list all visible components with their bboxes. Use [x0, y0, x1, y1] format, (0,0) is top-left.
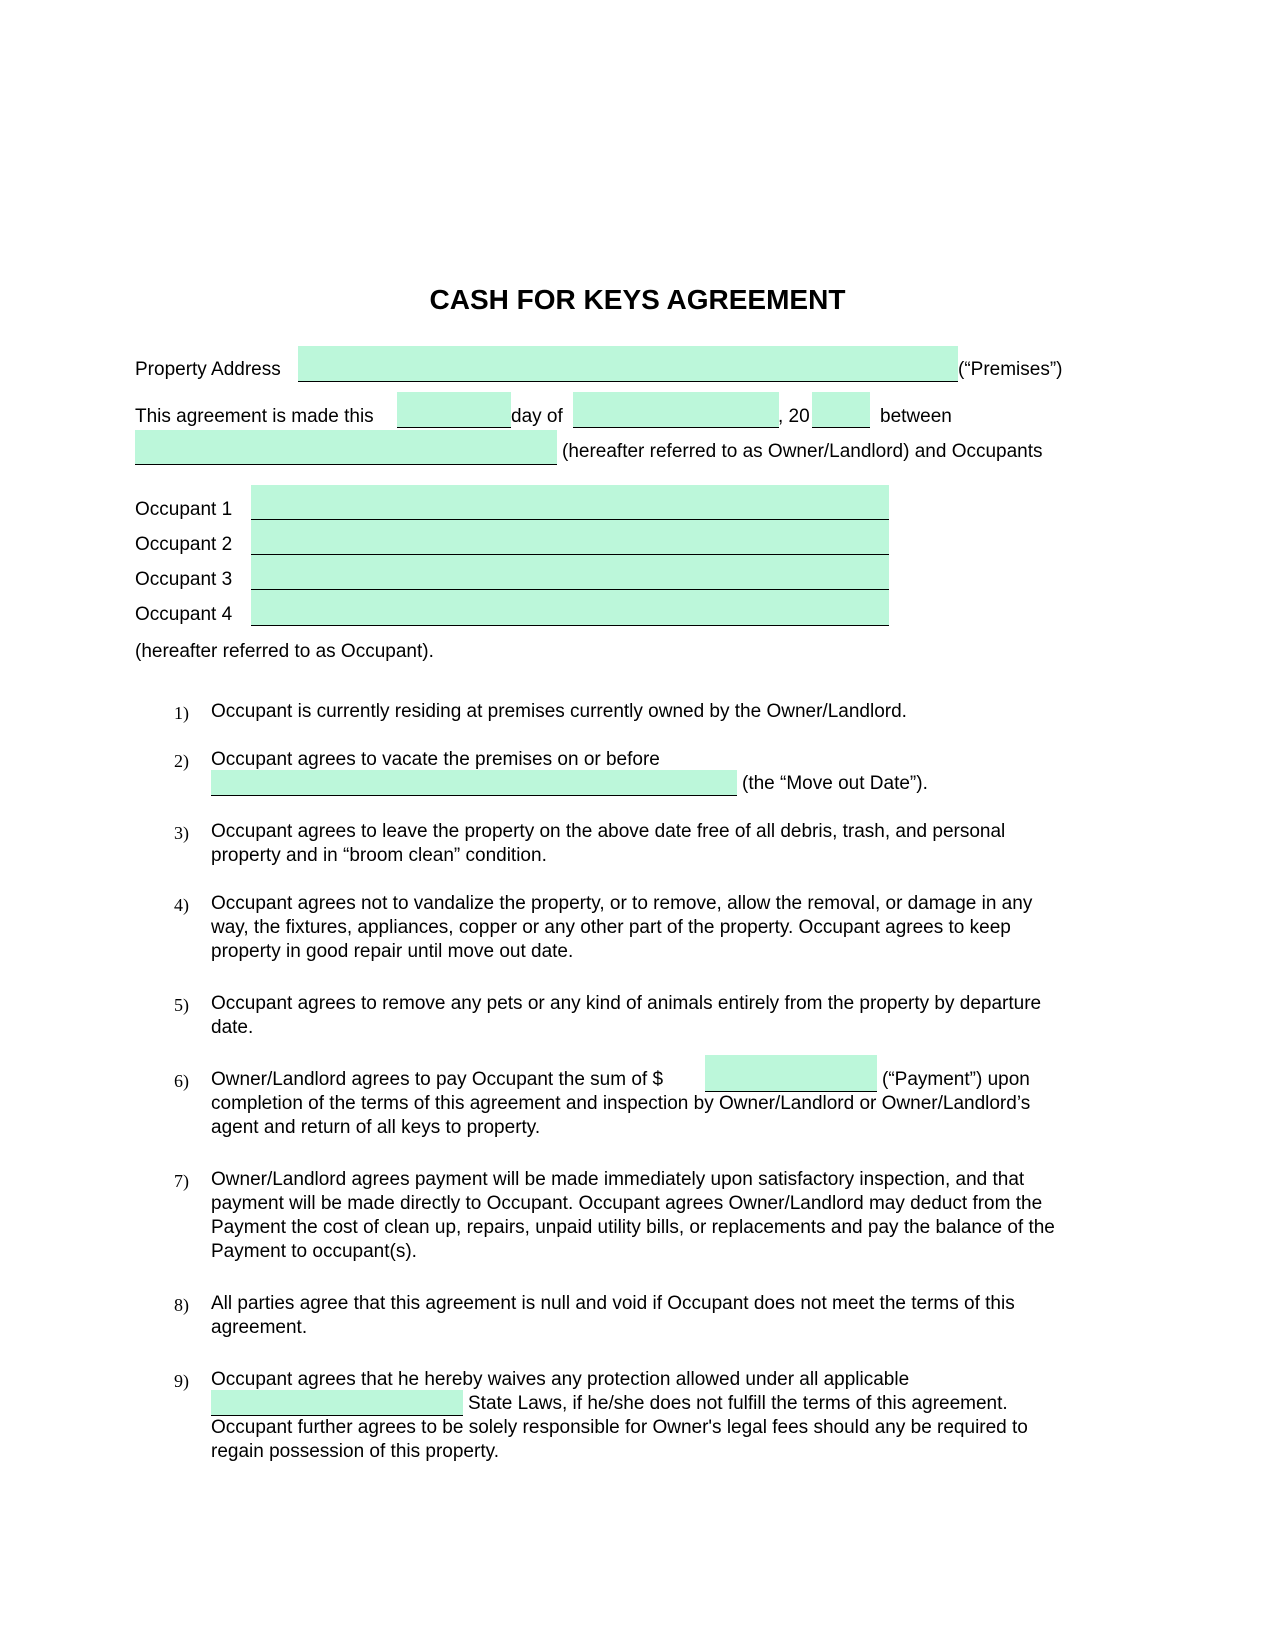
clause-7-line: payment will be made directly to Occupant. Occupant agrees Owner/Landlord may deduct from the	[211, 1193, 1043, 1214]
occupant-4-field[interactable]	[251, 590, 889, 626]
year-prefix: , 20	[778, 406, 810, 427]
payment-amount-field[interactable]	[705, 1055, 877, 1092]
occupant-2-label: Occupant 2	[135, 534, 233, 555]
clause-5-line: date.	[211, 1017, 254, 1038]
property-address-field[interactable]	[298, 346, 958, 382]
month-field[interactable]	[573, 392, 779, 428]
clause-2-suffix: (the “Move out Date”).	[742, 773, 928, 794]
occupant-3-label: Occupant 3	[135, 569, 233, 590]
premises-suffix: (“Premises”)	[958, 359, 1063, 380]
clause-number: 5)	[174, 995, 189, 1015]
document-title: CASH FOR KEYS AGREEMENT	[429, 284, 846, 315]
clause-9-line: regain possession of this property.	[211, 1441, 499, 1462]
occupant-3-field[interactable]	[251, 555, 889, 590]
clause-3-line: Occupant agrees to leave the property on the above date free of all debris, trash, and personal	[211, 821, 1006, 842]
clause-number: 7)	[174, 1171, 189, 1191]
clause-7-line: Payment to occupant(s).	[211, 1241, 417, 1262]
clause-3-line: property and in “broom clean” condition.	[211, 845, 547, 866]
occupant-1-label: Occupant 1	[135, 499, 233, 520]
clause-number: 6)	[174, 1071, 189, 1091]
clause-number: 4)	[174, 895, 189, 915]
clause-6-text: Owner/Landlord agrees to pay Occupant the sum of $	[211, 1069, 664, 1090]
between-label: between	[880, 406, 952, 427]
clause-number: 8)	[174, 1295, 189, 1315]
day-of-label: day of	[511, 406, 563, 427]
state-field[interactable]	[211, 1390, 463, 1416]
clause-6-suffix: (“Payment”) upon	[882, 1069, 1030, 1090]
clause-4-line: property in good repair until move out date.	[211, 941, 574, 962]
clause-9-line: Occupant agrees that he hereby waives any protection allowed under all applicable	[211, 1369, 910, 1390]
clause-number: 3)	[174, 823, 189, 843]
clause-2-text: Occupant agrees to vacate the premises on or before	[211, 749, 660, 770]
year-field[interactable]	[812, 392, 870, 428]
occupant-1-field[interactable]	[251, 485, 889, 520]
owner-landlord-field[interactable]	[135, 430, 557, 465]
occupant-2-field[interactable]	[251, 520, 889, 555]
clause-4-line: Occupant agrees not to vandalize the property, or to remove, allow the removal, or damage in any	[211, 893, 1033, 914]
day-field[interactable]	[397, 392, 511, 428]
clause-number: 9)	[174, 1371, 189, 1391]
clause-1-text: Occupant is currently residing at premises currently owned by the Owner/Landlord.	[211, 701, 907, 722]
owner-suffix: (hereafter referred to as Owner/Landlord) and Occupants	[562, 441, 1043, 462]
occupant-4-label: Occupant 4	[135, 604, 233, 625]
clause-5-line: Occupant agrees to remove any pets or any kind of animals entirely from the property by departure	[211, 993, 1042, 1014]
clause-6-line: completion of the terms of this agreement and inspection by Owner/Landlord or Owner/Landlord’s	[211, 1093, 1031, 1114]
clause-9-line: Occupant further agrees to be solely responsible for Owner's legal fees should any be required to	[211, 1417, 1028, 1438]
clause-8-line: agreement.	[211, 1317, 308, 1338]
clause-6-line: agent and return of all keys to property.	[211, 1117, 541, 1138]
clause-4-line: way, the fixtures, appliances, copper or any other part of the property. Occupant agrees to keep	[211, 917, 1011, 938]
clause-7-line: Owner/Landlord agrees payment will be made immediately upon satisfactory inspection, and that	[211, 1169, 1025, 1190]
clause-7-line: Payment the cost of clean up, repairs, unpaid utility bills, or replacements and pay the balance of the	[211, 1217, 1055, 1238]
occupant-footer: (hereafter referred to as Occupant).	[135, 641, 434, 662]
clause-number: 1)	[174, 703, 189, 723]
move-out-date-field[interactable]	[211, 770, 737, 796]
clause-number: 2)	[174, 751, 189, 771]
clause-9-suffix: State Laws, if he/she does not fulfill the terms of this agreement.	[468, 1393, 1008, 1414]
property-address-label: Property Address	[135, 359, 281, 380]
clause-8-line: All parties agree that this agreement is null and void if Occupant does not meet the terms of this	[211, 1293, 1015, 1314]
made-this-label: This agreement is made this	[135, 406, 374, 427]
